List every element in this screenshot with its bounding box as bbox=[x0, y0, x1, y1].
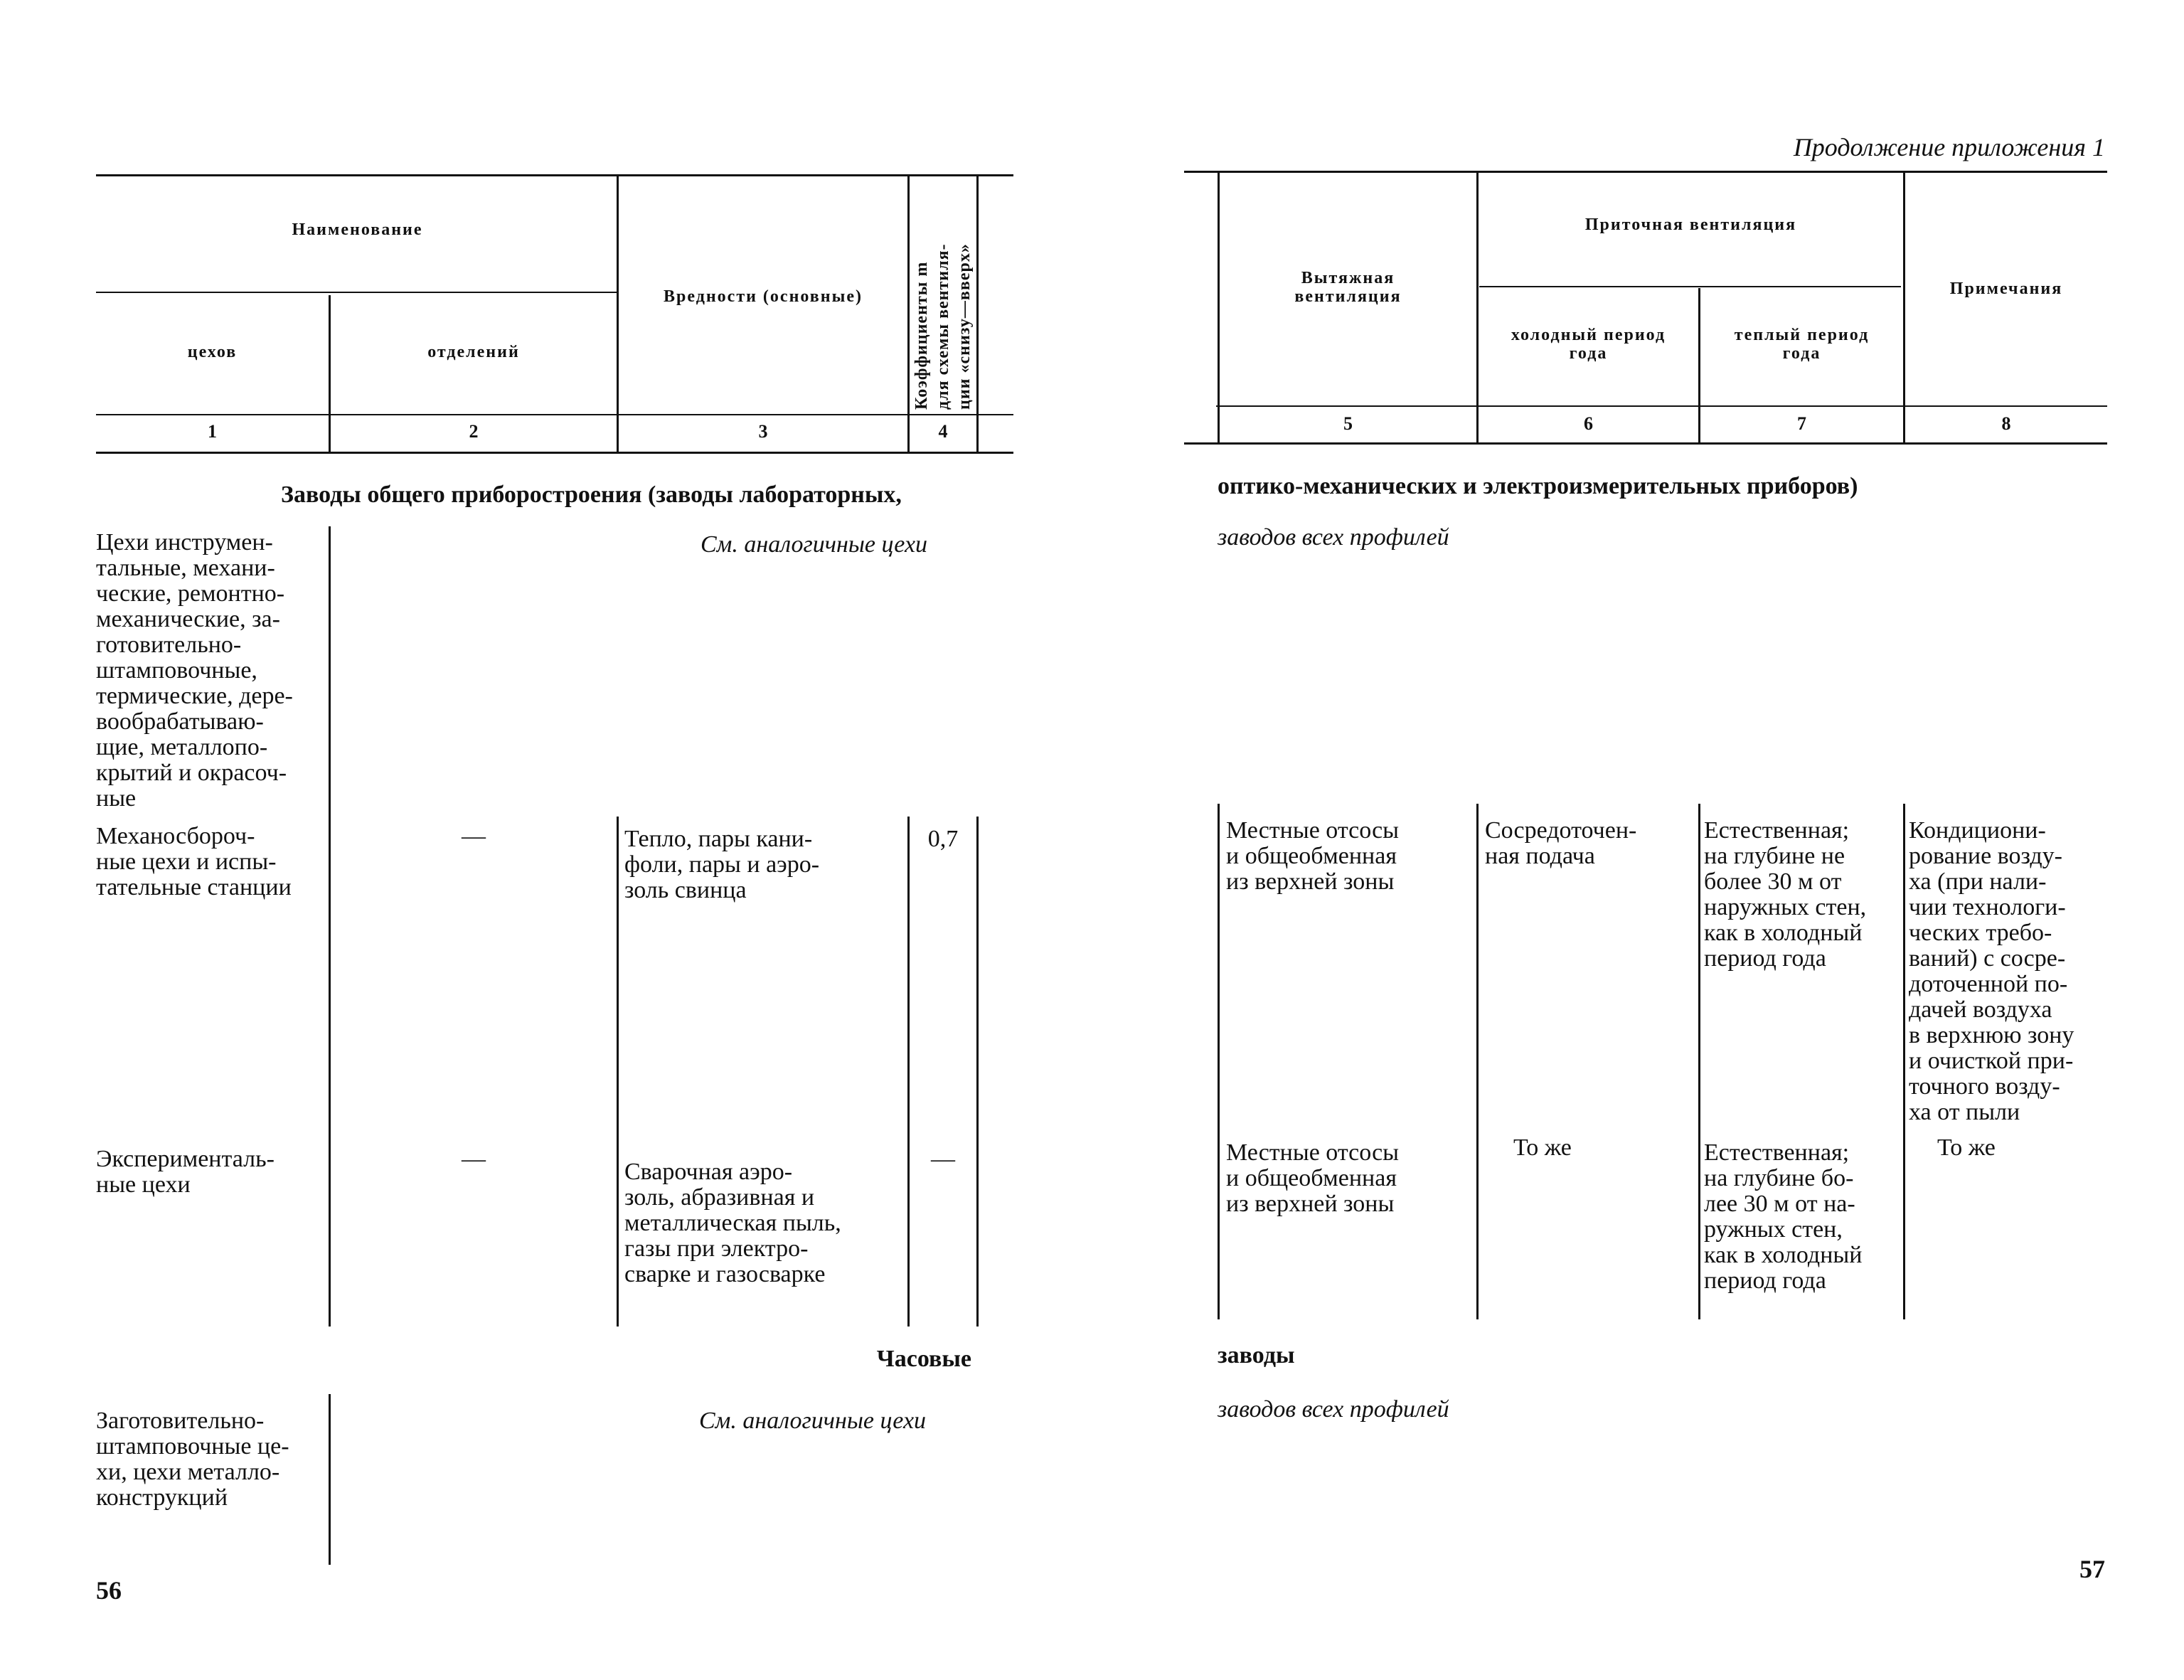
left-row2-divider-2 bbox=[617, 817, 619, 1327]
left-header-bottom-rule bbox=[96, 414, 1013, 415]
col-number-7: 7 bbox=[1797, 413, 1806, 434]
col-number-1: 1 bbox=[208, 421, 217, 442]
header-kholodny: холодный период года bbox=[1511, 326, 1666, 363]
header-koef-vertical bbox=[912, 182, 974, 410]
row2-hazards: Тепло, пары кани- фоли, пары и аэро- золь свинца bbox=[624, 826, 820, 903]
right-section2-title: заводы bbox=[1218, 1342, 1295, 1368]
header-vrednosti: Вредности (основные) bbox=[664, 287, 863, 306]
header-primechaniya: Примечания bbox=[1949, 280, 2063, 298]
col-number-2: 2 bbox=[469, 421, 479, 442]
right-header-numbers-rule bbox=[1184, 442, 2107, 445]
col-number-5: 5 bbox=[1343, 413, 1353, 434]
left-header-numbers-rule bbox=[96, 452, 1013, 454]
left-header-divider-3 bbox=[907, 176, 910, 452]
right-header-sub-rule bbox=[1479, 286, 1901, 287]
row2-warm-period: Естественная; на глубине не более 30 м от наружных стен, как в холодный период года bbox=[1704, 817, 1867, 972]
row3-shop-name: Эксперименталь- ные цехи bbox=[96, 1146, 275, 1198]
right-section1-title: оптико-механических и электроизмерительных приборов) bbox=[1218, 473, 1858, 499]
left-page-number: 56 bbox=[96, 1576, 122, 1605]
row2-exhaust: Местные отсосы и общеобменная из верхней зоны bbox=[1226, 817, 1399, 895]
row1-see-similar: См. аналогичные цехи bbox=[701, 531, 928, 558]
header-vytyazhnaya: Вытяжная вентиляция bbox=[1294, 269, 1402, 306]
row1-shop-name: Цехи инструмен- тальные, механи- ческие, ремонтно- механические, за- готовительно- штамповочные, термические, дере- вообрабатываю- щие, металлопо- крытий и окрасоч- ные bbox=[96, 529, 293, 812]
right-section2-sub: заводов всех профилей bbox=[1218, 1396, 1449, 1423]
left-header-top-rule bbox=[96, 174, 1013, 176]
col-number-4: 4 bbox=[938, 421, 948, 442]
header-tepliy: теплый период года bbox=[1734, 326, 1870, 363]
right-row-divider-4 bbox=[1903, 804, 1905, 1319]
right-header-divider-1 bbox=[1218, 173, 1220, 443]
row3-hazards: Сварочная аэро- золь, абразивная и металлическая пыль, газы при электро- сварке и газосварке bbox=[624, 1159, 841, 1287]
row2-coef: 0,7 bbox=[927, 826, 959, 852]
row3-coef: — bbox=[931, 1146, 955, 1172]
header-koef-line-3: ции «снизу—вверх» bbox=[955, 243, 974, 410]
row3-warm-period: Естественная; на глубине бо- лее 30 м от на- ружных стен, как в холодный период года bbox=[1704, 1139, 1863, 1294]
right-header-divider-2 bbox=[1476, 173, 1479, 443]
left-header-sub-rule bbox=[96, 292, 619, 293]
left-row1-divider bbox=[329, 526, 331, 811]
row3-exhaust: Местные отсосы и общеобменная из верхней зоны bbox=[1226, 1139, 1399, 1217]
row3-notes: То же bbox=[1937, 1134, 1996, 1161]
right-header-top-rule bbox=[1184, 171, 2107, 173]
row2-dept-dash: — bbox=[462, 823, 486, 849]
header-koef-line-2: для схемы вентиля- bbox=[934, 243, 952, 410]
right-row-divider-2 bbox=[1476, 804, 1479, 1319]
row2-shop-name: Механосбороч- ные цехи и испы- тательные станции bbox=[96, 823, 292, 900]
left-row2-divider-3 bbox=[907, 817, 910, 1327]
row2-notes: Кондициони- рование возду- ха (при нали- чии технологи- ческих требо- ваний) с сосре- доточенной по- дачей воздуха в верхнюю зону и очисткой при- точного возду- ха от пыли bbox=[1909, 817, 2074, 1125]
col-number-8: 8 bbox=[2001, 413, 2011, 434]
left-section1-title: Заводы общего приборостроения (заводы лабораторных, bbox=[281, 482, 902, 508]
left-section2-title: Часовые bbox=[876, 1346, 971, 1372]
row3-cold-period: То же bbox=[1513, 1134, 1572, 1161]
col-number-6: 6 bbox=[1584, 413, 1593, 434]
header-tsekhov: цехов bbox=[187, 343, 238, 361]
row4-shop-name: Заготовительно- штамповочные це- хи, цехи металло- конструкций bbox=[96, 1408, 289, 1511]
row2-cold-period: Сосредоточен- ная подача bbox=[1485, 817, 1637, 869]
left-row4-divider bbox=[329, 1394, 331, 1565]
right-page-number: 57 bbox=[2079, 1555, 2105, 1583]
left-row2-divider-4 bbox=[976, 817, 979, 1327]
left-header-divider-2 bbox=[617, 176, 619, 452]
row3-dept-dash: — bbox=[462, 1146, 486, 1172]
right-header-divider-4 bbox=[1903, 173, 1905, 443]
header-naimenovanie: Наименование bbox=[292, 220, 423, 239]
right-row-divider-3 bbox=[1698, 804, 1700, 1319]
header-otdeleniy: отделений bbox=[427, 343, 520, 361]
header-koef-line-1: Коэффициенты m bbox=[912, 261, 931, 410]
left-header-divider-4 bbox=[976, 176, 979, 452]
continuation-note: Продолжение приложения 1 bbox=[1793, 133, 2105, 161]
left-row2-divider-1 bbox=[329, 811, 331, 1327]
right-header-bottom-rule bbox=[1216, 405, 2107, 407]
row4-see-similar: См. аналогичные цехи bbox=[699, 1408, 927, 1434]
col-number-3: 3 bbox=[758, 421, 768, 442]
right-section1-sub: заводов всех профилей bbox=[1218, 524, 1449, 551]
header-pritochnaya: Приточная вентиляция bbox=[1584, 216, 1797, 234]
right-row-divider-1 bbox=[1218, 804, 1220, 1319]
